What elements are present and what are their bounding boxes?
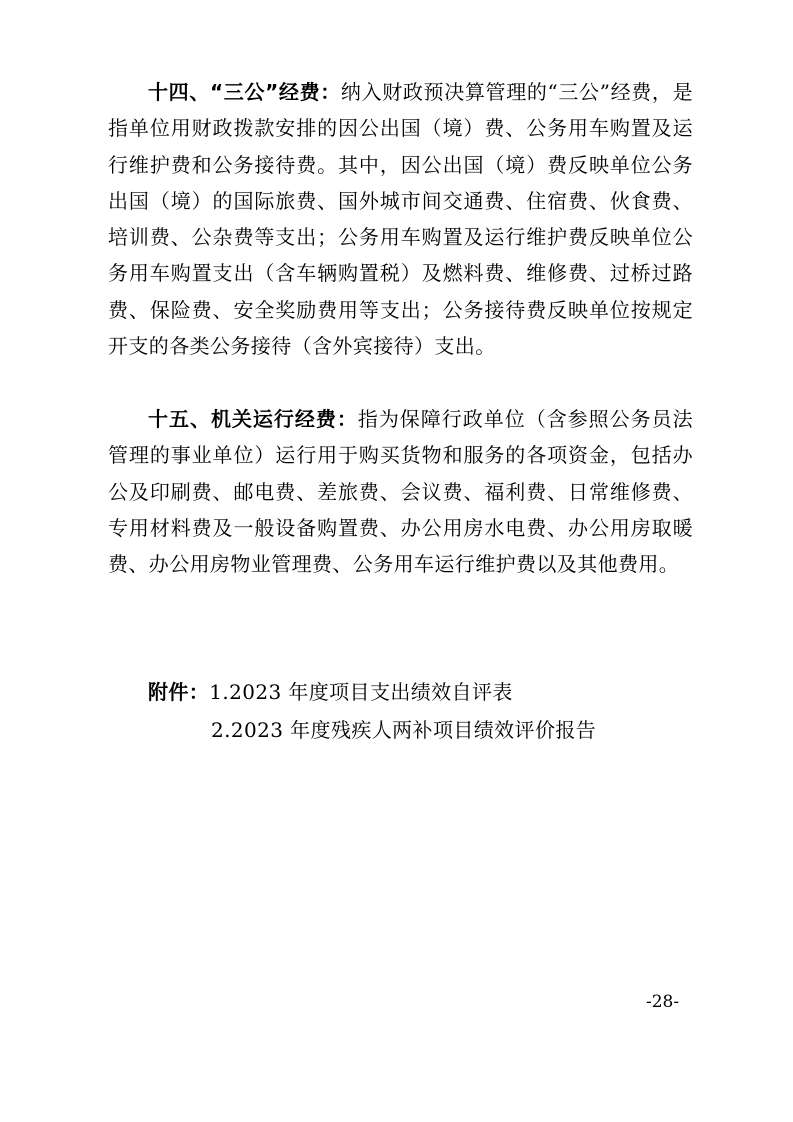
attachment-line-1 xyxy=(148,674,513,710)
paragraph-agency-operating-expenses xyxy=(108,401,693,582)
attachment-item-2: 2.2023 年度残疾人两补项目绩效评价报告 xyxy=(211,718,597,742)
term-three-public-expenses: 十四、“三公”经费： xyxy=(148,80,341,104)
definition-three-public-expenses: 纳入财政预决算管理的“三公”经费，是指单位用财政拨款安排的因公出国（境）费、公务用车购置及运行维护费和公务接待费。其中，因公出国（境）费反映单位公务出国（境）的国际旅费、国外城市间交通费、住宿费、伙食费、培训费、公杂费等支出；公务用车购置及运行维护费反映单位公务用车购置支出（含车辆购置税）及燃料费、维修费、过桥过路费、保险费、安全奖励费用等支出；公务接待费反映单位按规定开支的各类公务接待（含外宾接待）支出。 xyxy=(108,80,693,359)
attachment-label: 附件： xyxy=(148,680,210,704)
definition-agency-operating-expenses: 指为保障行政单位（含参照公务员法管理的事业单位）运行用于购买货物和服务的各项资金，包括办公及印刷费、邮电费、差旅费、会议费、福利费、日常维修费、专用材料费及一般设备购置费、办公用房水电费、办公用房取暖费、办公用房物业管理费、公务用车运行维护费以及其他费用。 xyxy=(108,407,693,577)
page-number: -28- xyxy=(646,992,680,1012)
term-agency-operating-expenses: 十五、机关运行经费： xyxy=(148,407,358,431)
paragraph-three-public-expenses xyxy=(108,74,693,364)
attachment-line-2 xyxy=(211,712,596,748)
attachment-item-1: 1.2023 年度项目支出绩效自评表 xyxy=(209,680,513,704)
